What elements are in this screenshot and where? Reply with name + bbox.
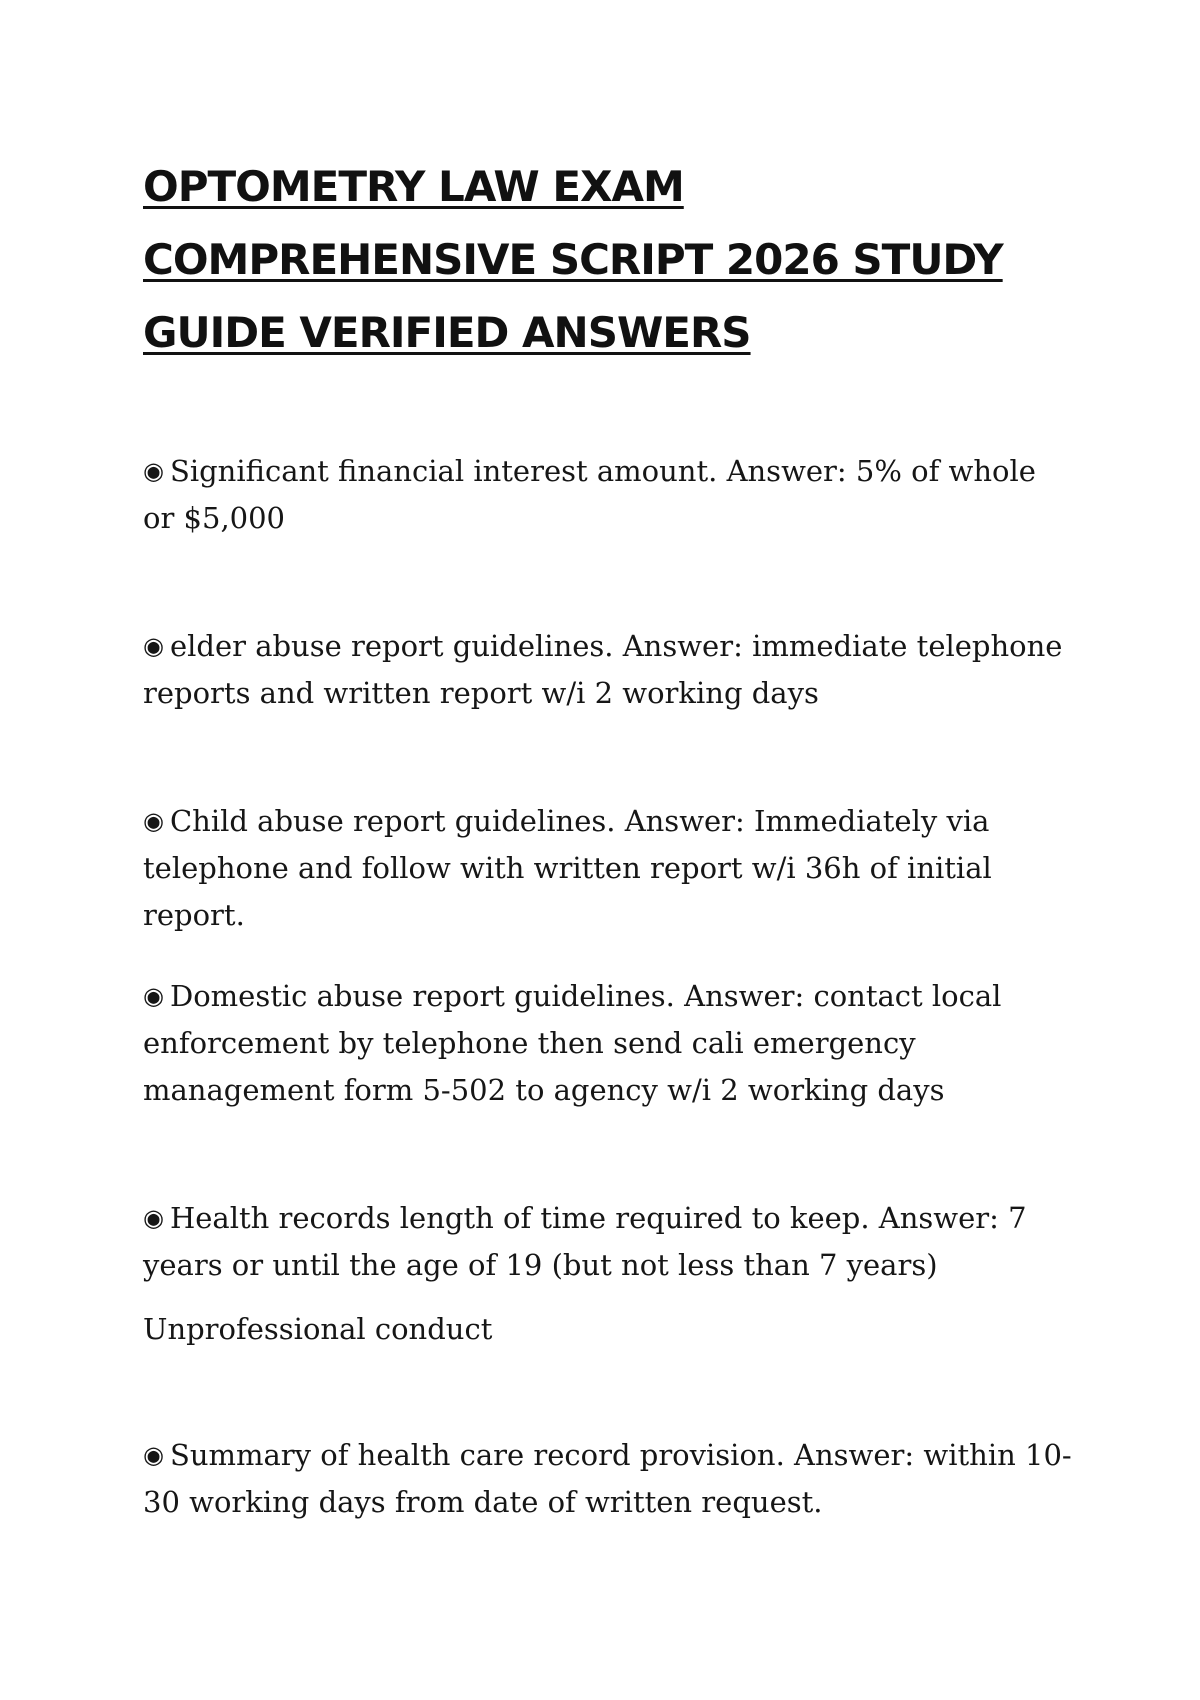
answer-text: contact local enforcement by telephone then send cali emergency management form 5-502 to agency w/i 2 working days xyxy=(143,979,1002,1107)
section-heading-unprofessional-conduct: Unprofessional conduct xyxy=(143,1312,493,1346)
answer-label: Answer: xyxy=(726,454,847,488)
qa-item-health-records xyxy=(143,1195,1073,1289)
question-text: Domestic abuse report guidelines. xyxy=(169,979,675,1013)
qa-item-domestic-abuse xyxy=(143,973,1073,1114)
answer-text: immediate telephone reports and written report w/i 2 working days xyxy=(143,629,1063,710)
question-text: Significant financial interest amount. xyxy=(169,454,718,488)
radio-bullet-icon: ◉ xyxy=(143,807,164,835)
radio-bullet-icon: ◉ xyxy=(143,982,164,1010)
document-title: OPTOMETRY LAW EXAM COMPREHENSIVE SCRIPT 2026 STUDY GUIDE VERIFIED ANSWERS xyxy=(143,162,1003,357)
answer-text: 7 years or until the age of 19 (but not less than 7 years) xyxy=(143,1201,1027,1282)
radio-bullet-icon: ◉ xyxy=(143,1204,164,1232)
qa-item-elder-abuse xyxy=(143,623,1073,717)
qa-item-child-abuse xyxy=(143,798,1073,939)
qa-item-record-provision xyxy=(143,1432,1073,1526)
qa-item-financial-interest xyxy=(143,448,1073,542)
radio-bullet-icon: ◉ xyxy=(143,632,164,660)
answer-label: Answer: xyxy=(794,1438,915,1472)
answer-label: Answer: xyxy=(624,804,745,838)
answer-text: Immediately via telephone and follow with written report w/i 36h of initial report. xyxy=(143,804,992,932)
answer-label: Answer: xyxy=(878,1201,999,1235)
answer-text: within 10-30 working days from date of written request. xyxy=(143,1438,1072,1519)
question-text: Health records length of time required to keep. xyxy=(169,1201,870,1235)
answer-label: Answer: xyxy=(622,629,743,663)
radio-bullet-icon: ◉ xyxy=(143,457,164,485)
question-text: Child abuse report guidelines. xyxy=(169,804,616,838)
radio-bullet-icon: ◉ xyxy=(143,1441,164,1469)
answer-label: Answer: xyxy=(684,979,805,1013)
question-text: elder abuse report guidelines. xyxy=(169,629,614,663)
question-text: Summary of health care record provision. xyxy=(169,1438,785,1472)
answer-text: 5% of whole or $5,000 xyxy=(143,454,1036,535)
